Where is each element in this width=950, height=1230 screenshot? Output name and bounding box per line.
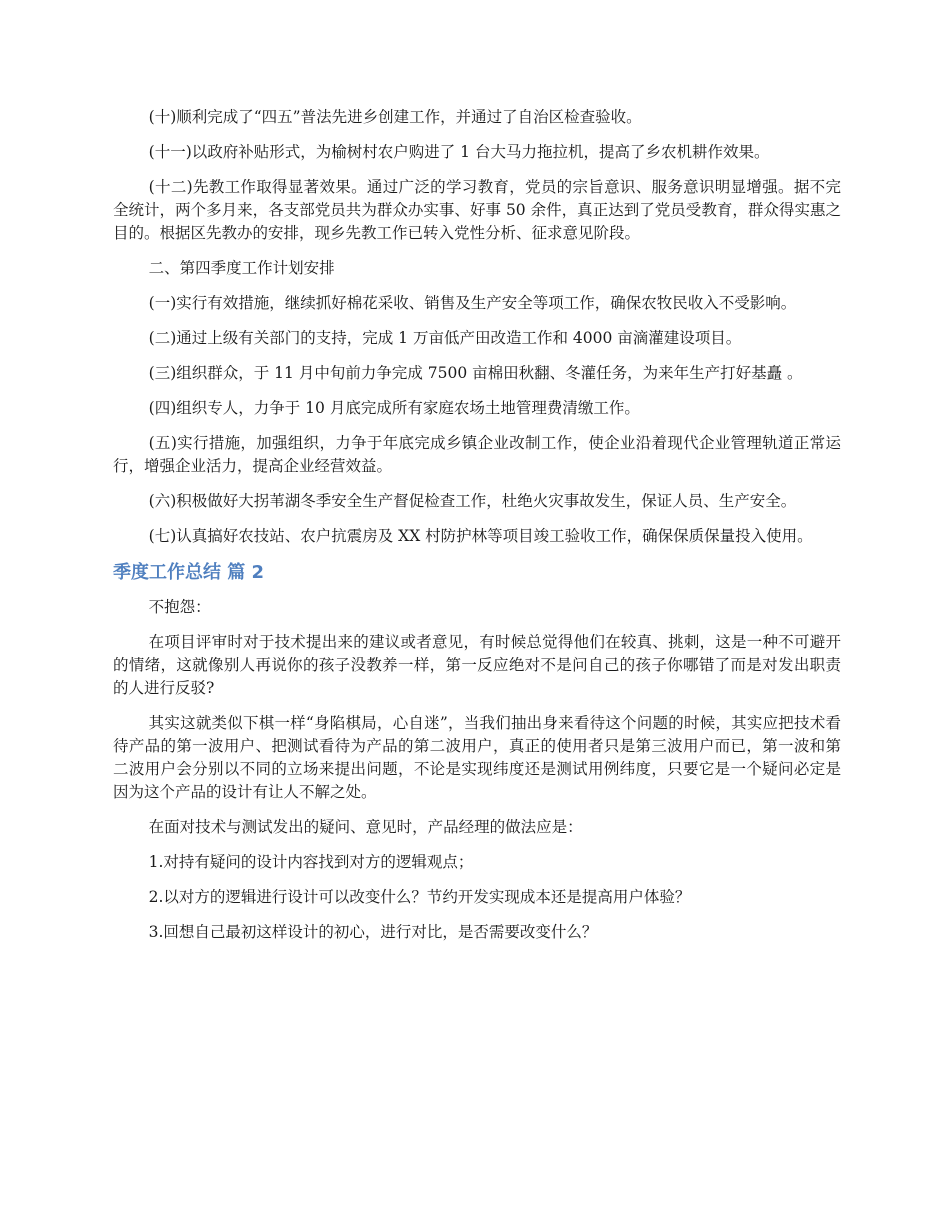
paragraph: (十)顺利完成了“四五”普法先进乡创建工作，并通过了自治区检查验收。 xyxy=(148,108,642,126)
paragraph: (一)实行有效措施，继续抓好棉花采收、销售及生产安全等项工作，确保农牧民收入不受影响。 xyxy=(148,294,797,312)
document-page xyxy=(113,106,841,956)
paragraph: (三)组织群众，于 11 月中旬前力争完成 7500 亩棉田秋翻、冬灌任务，为来年生产打好基矗 。 xyxy=(148,364,803,382)
section-subheading: 二、第四季度工作计划安排 xyxy=(148,259,335,277)
section-2 xyxy=(113,596,841,944)
paragraph: (十一)以政府补贴形式，为榆树村农户购进了 1 台大马力拖拉机，提高了乡农机耕作效果。 xyxy=(148,143,770,161)
list-item: 2.以对方的逻辑进行设计可以改变什么？节约开发实现成本还是提高用户体验？ xyxy=(148,888,691,906)
paragraph: (七)认真搞好农技站、农户抗震房及 XX 村防护林等项目竣工验收工作，确保保质保量投入使用。 xyxy=(148,527,813,545)
section-heading: 季度工作总结 篇 2 xyxy=(113,562,265,583)
section-1 xyxy=(113,106,841,548)
paragraph: (十二)先教工作取得显著效果。通过广泛的学习教育，党员的宗旨意识、服务意识明显增强。据不完全统计，两个多月来，各支部党员共为群众办实事、好事 50 余件，真正达到了党员受教育，群众得实惠之目的。根据区先教办的安排，现乡先教工作已转入党性分析、征求意见阶段。 xyxy=(113,178,841,242)
paragraph: (六)积极做好大拐苇湖冬季安全生产督促检查工作，杜绝火灾事故发生，保证人员、生产安全。 xyxy=(148,492,797,510)
paragraph: 其实这就类似下棋一样“身陷棋局，心自迷”，当我们抽出身来看待这个问题的时候，其实应把技术看待产品的第一波用户、把测试看待为产品的第二波用户，真正的使用者只是第三波用户而已，第一波和第二波用户会分别以不同的立场来提出问题，不论是实现纬度还是测试用例纬度，只要它是一个疑问必定是因为这个产品的设计有让人不解之处。 xyxy=(113,714,841,801)
list-item: 1.对持有疑问的设计内容找到对方的逻辑观点； xyxy=(148,853,474,871)
paragraph: (四)组织专人，力争于 10 月底完成所有家庭农场土地管理费清缴工作。 xyxy=(148,399,640,417)
list-item: 3.回想自己最初这样设计的初心，进行对比，是否需要改变什么？ xyxy=(148,923,598,941)
paragraph: (二)通过上级有关部门的支持，完成 1 万亩低产田改造工作和 4000 亩滴灌建设项目。 xyxy=(148,329,742,347)
paragraph: 不抱怨： xyxy=(148,598,211,616)
paragraph: 在项目评审时对于技术提出来的建议或者意见，有时候总觉得他们在较真、挑刺，这是一种不可避开的情绪，这就像别人再说你的孩子没教养一样，第一反应绝对不是问自己的孩子你哪错了而是对发出职责的人进行反驳? xyxy=(113,633,841,697)
paragraph: (五)实行措施，加强组织，力争于年底完成乡镇企业改制工作，使企业沿着现代企业管理轨道正常运行，增强企业活力，提高企业经营效益。 xyxy=(113,434,841,475)
paragraph: 在面对技术与测试发出的疑问、意见时，产品经理的做法应是： xyxy=(148,818,583,836)
